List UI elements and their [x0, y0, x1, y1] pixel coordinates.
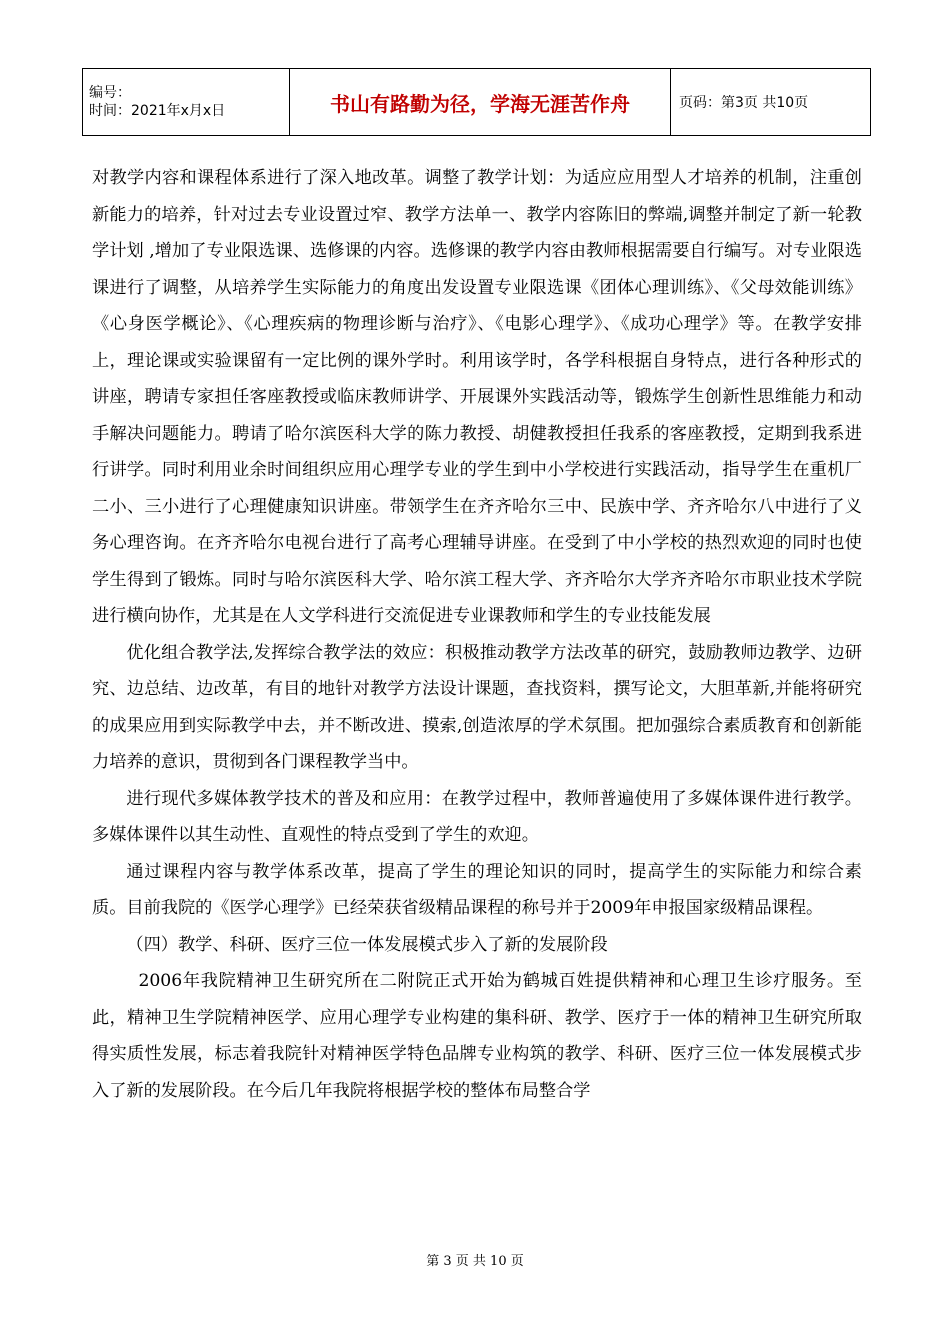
paragraph-results: 通过课程内容与教学体系改革，提高了学生的理论知识的同时，提高学生的实际能力和综合素质。目前我院的《医学心理学》已经荣获省级精品课程的称号并于2009年申报国家级精品课程。 [92, 861, 862, 918]
date-label: 时间：2021年x月x日 [89, 103, 226, 119]
document-body [92, 160, 862, 1109]
section-heading: （四）教学、科研、医疗三位一体发展模式步入了新的发展阶段 [126, 934, 608, 955]
paragraph-mental-health-institute: 2006年我院精神卫生研究所在二附院正式开始为鹤城百姓提供精神和心理卫生诊疗服务。至此，精神卫生学院精神医学、应用心理学专业构建的集科研、教学、医疗于一体的精神卫生研究所取得实质性发展，标志着我院针对精神医学特色品牌专业构筑的教学、科研、医疗三位一体发展模式步入了新的发展阶段。在今后几年我院将根据学校的整体布局整合学 [92, 971, 862, 1101]
page-footer: 第 3 页 共 10 页 [426, 1254, 524, 1269]
header-meta [83, 69, 290, 136]
header-table [82, 68, 871, 136]
paragraph-curriculum-reform: 对教学内容和课程体系进行了深入地改革。调整了教学计划：为适应应用型人才培养的机制，注重创新能力的培养，针对过去专业设置过窄、教学方法单一、教学内容陈旧的弊端,调整并制定了新一轮教学计划 ,增加了专业限选课、选修课的内容。选修课的教学内容由教师根据需要自行编写。对专业限选课进行了调整，从培养学生实际能力的角度出发设置专业限选课《团体心理训练》、《父母效能训练》《心身医学概论》、《心理疾病的物理诊断与治疗》、《电影心理学》、《成功心理学》等。在教学安排上，理论课或实验课留有一定比例的课外学时。利用该学时，各学科根据自身特点，进行各种形式的讲座，聘请专家担任客座教授或临床教师讲学、开展课外实践活动等，锻炼学生创新性思维能力和动手解决问题能力。聘请了哈尔滨医科大学的陈力教授、胡健教授担任我系的客座教授，定期到我系进行讲学。同时利用业余时间组织应用心理学专业的学生到中小学校进行实践活动，指导学生在重机厂二小、三小进行了心理健康知识讲座。带领学生在齐齐哈尔三中、民族中学、齐齐哈尔八中进行了义务心理咨询。在齐齐哈尔电视台进行了高考心理辅导讲座。在受到了中小学校的热烈欢迎的同时也使学生得到了锻炼。同时与哈尔滨医科大学、哈尔滨工程大学、齐齐哈尔大学齐齐哈尔市职业技术学院进行横向协作，尤其是在人文学科进行交流促进专业课教师和学生的专业技能发展 [92, 168, 862, 626]
motto: 书山有路勤为径，学海无涯苦作舟 [290, 69, 671, 136]
page-info: 页码：第3页 共10页 [671, 69, 871, 136]
paragraph-multimedia: 进行现代多媒体教学技术的普及和应用：在教学过程中，教师普遍使用了多媒体课件进行教学。多媒体课件以其生动性、直观性的特点受到了学生的欢迎。 [92, 788, 862, 845]
paragraph-teaching-methods: 优化组合教学法,发挥综合教学法的效应：积极推动教学方法改革的研究，鼓励教师边教学、边研究、边总结、边改革，有目的地针对教学方法设计课题，查找资料，撰写论文，大胆革新,并能将研究的成果应用到实际教学中去，并不断改进、摸索,创造浓厚的学术氛围。把加强综合素质教育和创新能力培养的意识，贯彻到各门课程教学当中。 [92, 642, 862, 772]
number-label: 编号： [89, 85, 131, 101]
